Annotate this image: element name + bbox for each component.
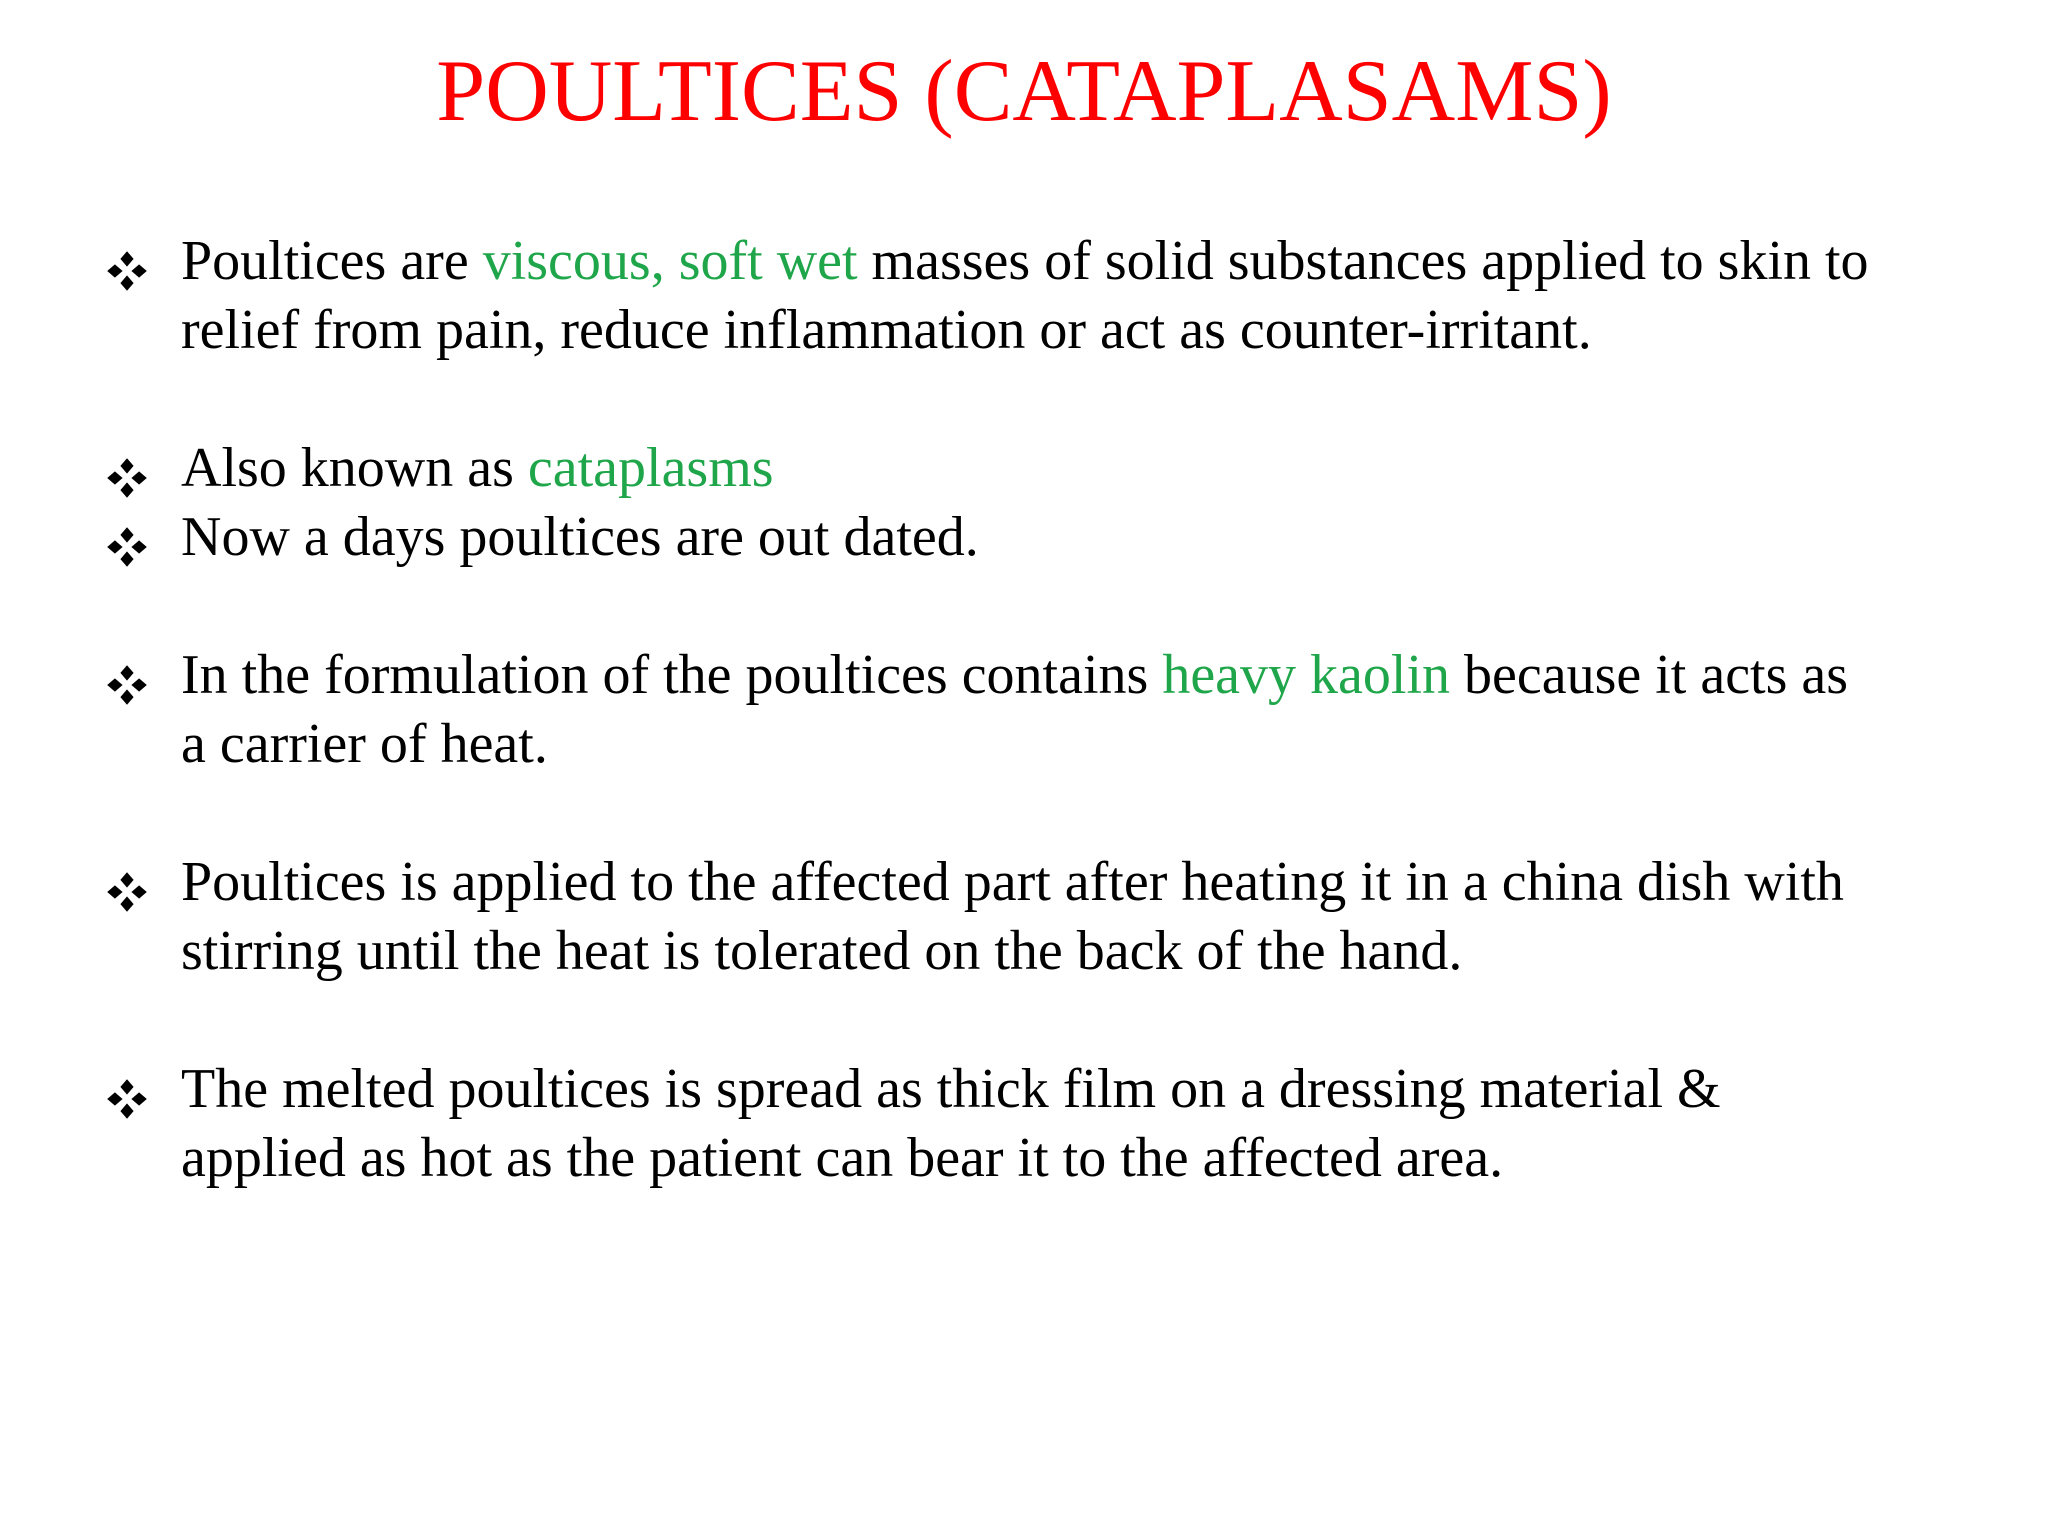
bullet-text: Now a days poultices are out dated. bbox=[181, 506, 979, 568]
bullet-list bbox=[105, 227, 2005, 1193]
bullet-text: The melted poultices is spread as thick film on a dressing material & applied as hot as the patient can bear it to the affected area. bbox=[181, 1058, 1721, 1189]
bullet-text: Poultices are bbox=[181, 230, 483, 292]
four-diamond-bullet-icon bbox=[105, 249, 149, 293]
bullet-item bbox=[105, 503, 2005, 572]
bullet-text: masses of solid substances applied to skin to relief from pain, reduce inflammation or act as counter-irritant. bbox=[181, 230, 1869, 361]
slide-title: POULTICES (CATAPLASAMS) bbox=[436, 43, 1612, 140]
bullet-item bbox=[105, 1055, 1881, 1193]
bullet-item bbox=[105, 227, 1881, 365]
bullet-item bbox=[105, 848, 1881, 986]
four-diamond-bullet-icon bbox=[105, 663, 149, 707]
bullet-text: Poultices is applied to the affected part after heating it in a china dish with stirring until the heat is tolerated on the back of the hand. bbox=[181, 851, 1844, 982]
bullet-text: Also known as bbox=[181, 437, 528, 499]
four-diamond-bullet-icon bbox=[105, 1077, 149, 1121]
bullet-highlight: viscous, soft wet bbox=[482, 230, 858, 292]
bullet-text: because it acts as a carrier of heat. bbox=[181, 644, 1849, 775]
bullet-highlight: cataplasms bbox=[527, 437, 774, 499]
bullet-text: In the formulation of the poultices contains bbox=[181, 644, 1163, 706]
four-diamond-bullet-icon bbox=[105, 870, 149, 914]
bullet-item bbox=[105, 434, 2005, 503]
four-diamond-bullet-icon bbox=[105, 456, 149, 500]
bullet-item bbox=[105, 641, 1871, 779]
bullet-highlight: heavy kaolin bbox=[1162, 644, 1450, 706]
four-diamond-bullet-icon bbox=[105, 525, 149, 569]
